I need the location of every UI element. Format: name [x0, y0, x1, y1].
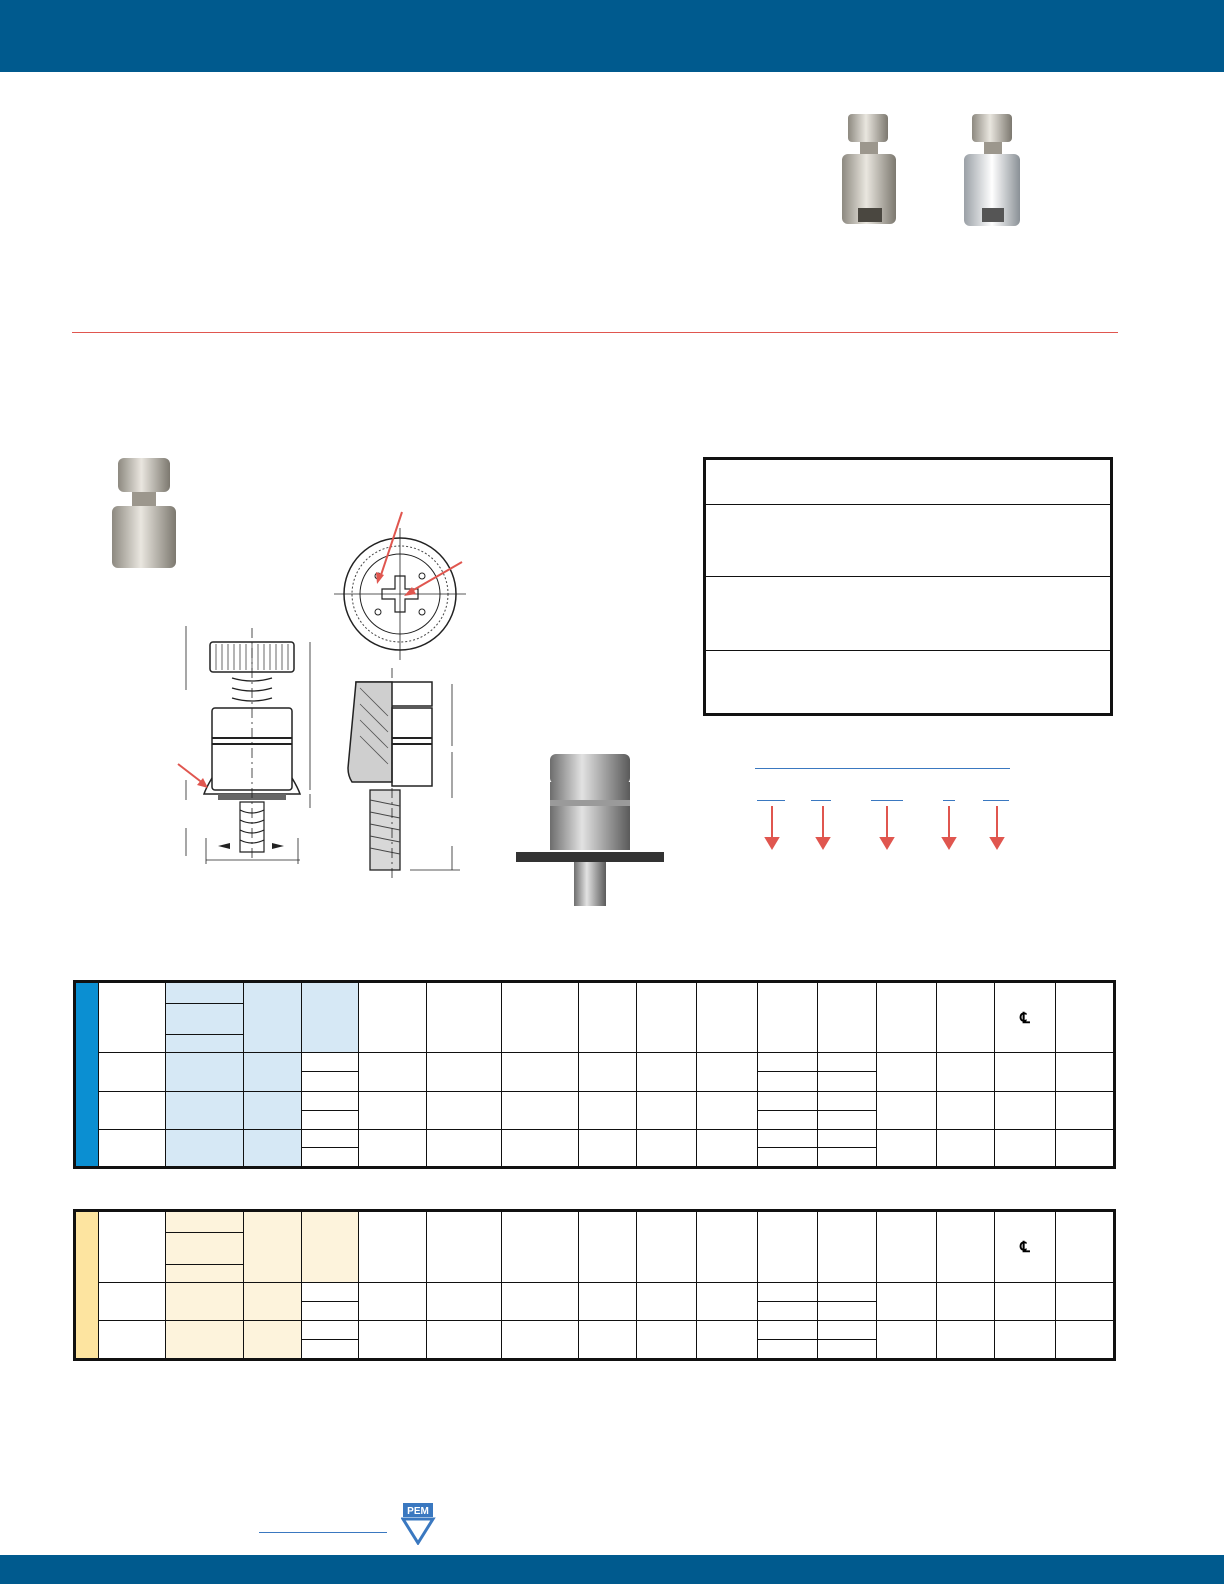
table-cell [995, 1129, 1056, 1167]
table-cell [877, 1129, 937, 1167]
table-cell [995, 1053, 1056, 1091]
table-cell [937, 1053, 995, 1091]
table-header-cell [579, 1211, 637, 1283]
table-cell [697, 1091, 758, 1129]
table-cell [502, 1321, 579, 1360]
table-cell [359, 1053, 427, 1091]
table-cell [359, 1282, 427, 1321]
table-row [75, 1321, 1115, 1360]
table-cell [1056, 1091, 1115, 1129]
table-row [75, 1282, 1115, 1321]
table-cell [99, 1282, 166, 1321]
table-header-cell [818, 982, 877, 1053]
part-number-segment [811, 800, 831, 801]
table-cell [1056, 1321, 1115, 1360]
table-cell [166, 1321, 244, 1360]
table-header-cell [359, 1211, 427, 1283]
table-cell [502, 1129, 579, 1167]
table-header-cell [877, 1211, 937, 1283]
aluminum-spec-table [73, 1209, 1116, 1361]
table-cell [697, 1053, 758, 1091]
table-cell [302, 1321, 359, 1360]
callout-divider [706, 504, 1110, 505]
table-cell [995, 1091, 1056, 1129]
table-header-cell [99, 1211, 166, 1283]
table-header-cell [244, 982, 302, 1053]
installed-fastener-image [516, 748, 664, 908]
stainless-fastener-photo [842, 114, 896, 224]
table-header-cell [697, 1211, 758, 1283]
table-cell [502, 1282, 579, 1321]
table-cell [995, 1321, 1056, 1360]
table-cell [166, 1282, 244, 1321]
table-cell [818, 1321, 877, 1360]
table-header-cell [877, 982, 937, 1053]
table-header-cell [359, 982, 427, 1053]
aluminum-fastener-photo [964, 114, 1020, 226]
table-cell [697, 1321, 758, 1360]
aluminum-tab [75, 1211, 99, 1360]
centerline-header-cell [995, 982, 1056, 1053]
table-header-cell [244, 1211, 302, 1283]
part-number-segment [983, 800, 1009, 801]
table-cell [579, 1129, 637, 1167]
table-header-cell [427, 1211, 502, 1283]
centerline-symbol-icon: ℄ [1020, 1238, 1030, 1256]
table-cell [99, 1053, 166, 1091]
table-cell [244, 1282, 302, 1321]
table-cell [166, 1091, 244, 1129]
table-row [75, 1053, 1115, 1091]
table-cell [937, 1129, 995, 1167]
table-cell [99, 1091, 166, 1129]
table-header-cell [937, 982, 995, 1053]
table-row [75, 1129, 1115, 1167]
table-cell [502, 1091, 579, 1129]
table-cell [637, 1053, 697, 1091]
top-view-drawing [334, 528, 466, 660]
product-photos [830, 108, 1120, 248]
table-header-cell [579, 982, 637, 1053]
table-cell [877, 1321, 937, 1360]
table-cell [244, 1129, 302, 1167]
table-cell [758, 1282, 818, 1321]
table-cell [244, 1091, 302, 1129]
table-cell [99, 1129, 166, 1167]
table-cell [877, 1091, 937, 1129]
table-cell [818, 1282, 877, 1321]
centerline-symbol-icon: ℄ [1020, 1009, 1030, 1027]
table-cell [166, 1053, 244, 1091]
table-cell [818, 1053, 877, 1091]
table-header-cell [166, 1233, 244, 1264]
table-cell [758, 1321, 818, 1360]
footer-link-rule[interactable] [259, 1532, 387, 1533]
table-cell [427, 1282, 502, 1321]
table-header-cell [166, 1004, 244, 1035]
table-row [75, 1091, 1115, 1129]
part-number-segment [943, 800, 955, 801]
table-cell [758, 1053, 818, 1091]
table-cell [166, 1129, 244, 1167]
table-cell [502, 1053, 579, 1091]
part-number-rule [755, 768, 1010, 769]
table-cell [877, 1053, 937, 1091]
table-cell [697, 1129, 758, 1167]
table-cell [244, 1321, 302, 1360]
table-cell [359, 1321, 427, 1360]
table-header-cell [99, 982, 166, 1053]
table-cell [758, 1091, 818, 1129]
footer-bar [0, 1555, 1224, 1584]
table-header-cell [302, 982, 359, 1053]
table-header-cell [166, 1264, 244, 1282]
stainless-tab [75, 982, 99, 1168]
section-view-drawing [348, 668, 460, 878]
table-header-cell [302, 1211, 359, 1283]
table-cell [818, 1129, 877, 1167]
table-header-cell [166, 1211, 244, 1233]
table-header-cell [758, 982, 818, 1053]
table-header-cell [937, 1211, 995, 1283]
table-cell [637, 1282, 697, 1321]
table-cell [579, 1321, 637, 1360]
table-cell [1056, 1129, 1115, 1167]
table-cell [637, 1321, 697, 1360]
table-cell [427, 1091, 502, 1129]
table-cell [937, 1282, 995, 1321]
table-cell [302, 1091, 359, 1129]
table-cell [937, 1321, 995, 1360]
table-cell [637, 1129, 697, 1167]
part-number-segment [871, 800, 903, 801]
table-header-cell [758, 1211, 818, 1283]
table-cell [99, 1321, 166, 1360]
centerline-header-cell [995, 1211, 1056, 1283]
table-header-cell [502, 982, 579, 1053]
header-bar [0, 0, 1224, 72]
table-cell [427, 1053, 502, 1091]
table-header-cell [637, 982, 697, 1053]
table-cell [302, 1282, 359, 1321]
table-cell [758, 1129, 818, 1167]
table-cell [244, 1053, 302, 1091]
table-header-cell [166, 1035, 244, 1053]
table-cell [697, 1282, 758, 1321]
stainless-spec-table [73, 980, 1116, 1169]
table-cell [427, 1129, 502, 1167]
part-number-arrows [760, 802, 1010, 852]
table-header-cell [637, 1211, 697, 1283]
callout-box [703, 457, 1113, 716]
table-cell [302, 1053, 359, 1091]
table-cell [579, 1091, 637, 1129]
table-cell [877, 1282, 937, 1321]
pem-logo-icon [401, 1503, 437, 1545]
table-header-cell [818, 1211, 877, 1283]
table-cell [302, 1129, 359, 1167]
table-cell [818, 1091, 877, 1129]
table-cell [937, 1091, 995, 1129]
part-number-segment [757, 800, 785, 801]
table-cell [579, 1053, 637, 1091]
table-cell [637, 1091, 697, 1129]
table-header-cell [166, 982, 244, 1004]
table-header-cell [502, 1211, 579, 1283]
table-cell [1056, 1282, 1115, 1321]
table-cell [427, 1321, 502, 1360]
front-view-drawing [186, 626, 310, 864]
table-cell [1056, 1053, 1115, 1091]
table-cell [359, 1129, 427, 1167]
callout-divider [706, 650, 1110, 651]
table-cell [995, 1282, 1056, 1321]
pem-logo-text: PEM [407, 1506, 429, 1517]
table-header-cell [427, 982, 502, 1053]
table-cell [359, 1091, 427, 1129]
table-cell [579, 1282, 637, 1321]
section-divider [72, 332, 1118, 333]
callout-divider [706, 576, 1110, 577]
table-header-cell [697, 982, 758, 1053]
